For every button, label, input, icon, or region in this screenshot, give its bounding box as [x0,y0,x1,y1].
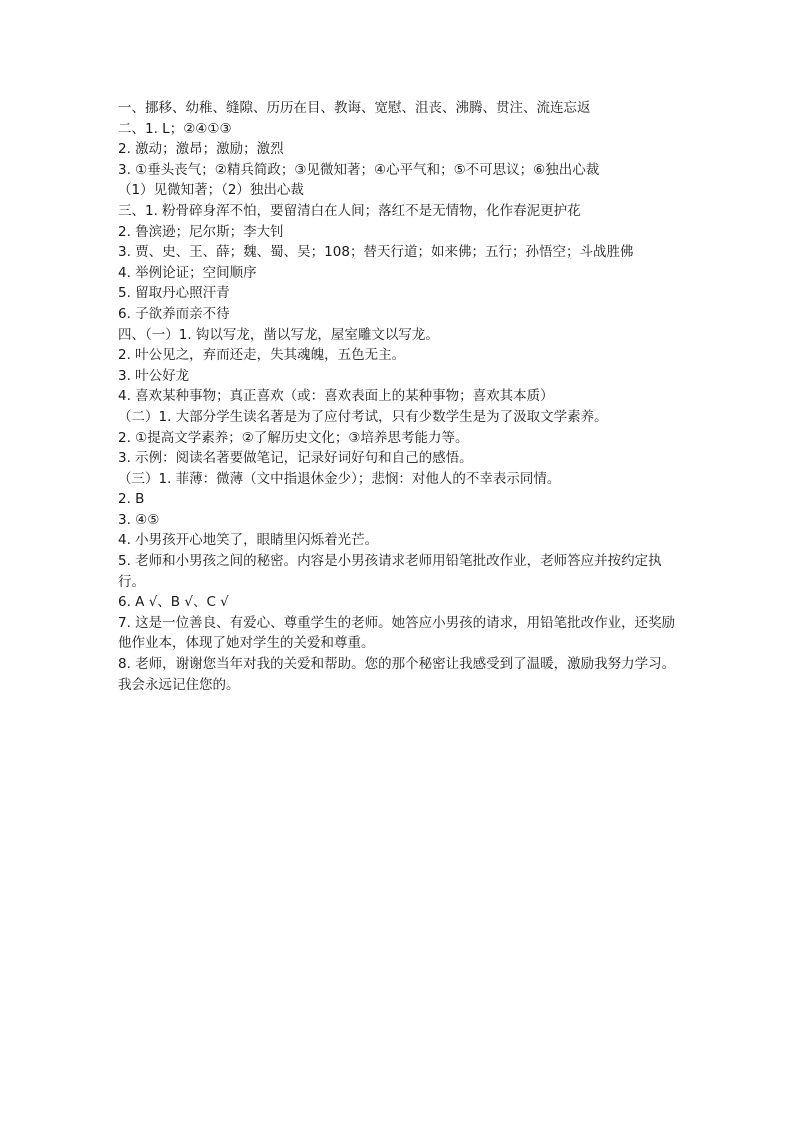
section-4-part-2-item-2: 2. ①提高文学素养；②了解历史文化；③培养思考能力等。 [118,429,469,446]
section-4-part-2-item-1: （二）1. 大部分学生读名著是为了应付考试，只有少数学生是为了汲取文学素养。 [118,408,608,425]
section-3-item-5: 5. 留取丹心照汗青 [118,285,230,302]
section-3-item-4: 4. 举例论证；空间顺序 [118,264,257,281]
section-4-part-3-item-7: 7. 这是一位善良、有爱心、尊重学生的老师。她答应小男孩的请求，用铅笔批改作业，还奖励他作业本，体现了她对学生的关爱和尊重。 [118,614,676,652]
section-1-answer: 一、挪移、幼稚、缝隙、历历在目、教诲、宽慰、沮丧、沸腾、贯注、流连忘返 [118,100,591,116]
section-4-part-3-item-3: 3. ④⑤ [118,511,160,528]
section-4-part-1-item-4: 4. 喜欢某种事物；真正喜欢（或：喜欢表面上的某种事物；喜欢其本质） [118,388,554,405]
section-3-item-6: 6. 子欲养而亲不待 [118,305,230,322]
section-4-part-3-item-2: 2. B [118,491,145,508]
section-3-item-2: 2. 鲁滨逊；尼尔斯；李大钊 [118,223,284,240]
section-4-part-3-item-6: 6. A √、B √、C √ [118,594,229,611]
section-4-part-2-item-3: 3. 示例：阅读名著要做笔记，记录好词好句和自己的感悟。 [118,450,473,467]
section-4-part-3-item-1: （三）1. 菲薄：微薄（文中指退休金少）；悲悯：对他人的不幸表示同情。 [118,470,561,487]
section-2-item-3: 3. ①垂头丧气；②精兵简政；③见微知著；④心平气和；⑤不可思议；⑥独出心裁 [118,161,600,178]
section-4-part-1-item-2: 2. 叶公见之，弃而还走，失其魂魄，五色无主。 [118,347,406,364]
answer-key-document [118,98,682,695]
section-2-item-3-sub: （1）见微知著；（2）独出心裁 [118,182,304,199]
section-4-part-1-item-1: 四、（一）1. 钩以写龙，凿以写龙，屋室雕文以写龙。 [118,326,439,343]
section-3-item-3: 3. 贾、史、王、薛；魏、蜀、吴；108；替天行道；如来佛；五行；孙悟空；斗战胜佛 [118,244,634,261]
section-4-part-3-item-5: 5. 老师和小男孩之间的秘密。内容是小男孩请求老师用铅笔批改作业，老师答应并按约定执行。 [118,553,662,590]
section-3-item-1: 三、1. 粉骨碎身浑不怕，要留清白在人间；落红不是无情物，化作春泥更护花 [118,202,581,219]
section-2-item-1: 二、1. L；②④①③ [118,120,232,137]
section-4-part-3-item-8: 8. 老师，谢谢您当年对我的关爱和帮助。您的那个秘密让我感受到了温暖，激励我努力学习。我会永远记住您的。 [118,656,676,693]
section-4-part-1-item-3: 3. 叶公好龙 [118,367,190,384]
section-4-part-3-item-4: 4. 小男孩开心地笑了，眼睛里闪烁着光芒。 [118,532,379,549]
section-2-item-2: 2. 激动；激昂；激励；激烈 [118,141,284,158]
